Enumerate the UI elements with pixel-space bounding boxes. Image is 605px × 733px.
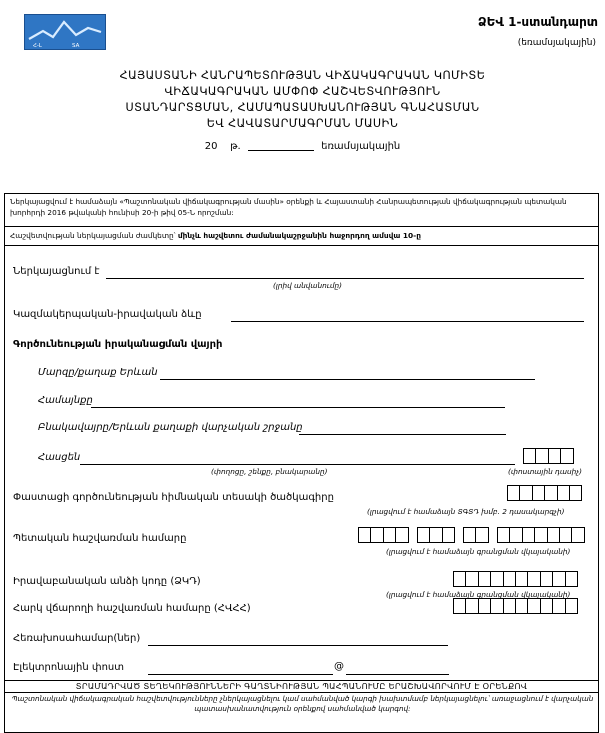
taxpayer-number-label: Հարկ վճարողի հաշվառման համարը (ՀՎՀՀ): [13, 603, 251, 614]
heading-line: ՎԻՃԱԿԱԳՐԱԿԱՆ ԱՄՓՈՓ ՀԱՇՎԵՏՎՈՒԹՅՈՒՆ: [164, 85, 441, 98]
submitted-by-hint: (լրիվ անվանումը): [273, 281, 343, 290]
region-label: Մարզը/քաղաք Երևան: [38, 367, 158, 378]
report-form: [4, 193, 599, 733]
registration-cells-group-1[interactable]: [358, 527, 408, 543]
address-hint: (փողոցը, շենքը, բնակարանը): [211, 467, 328, 476]
deadline-label: Հաշվետվության ներկայացման ժամկետը՝: [10, 231, 176, 240]
form-code-subtitle: (եռամսյակային): [517, 38, 596, 48]
email-domain-field[interactable]: [346, 674, 449, 675]
year-blank-field[interactable]: [248, 150, 314, 151]
registration-cells-group-2[interactable]: [417, 527, 454, 543]
heading-line: ԵՎ ՀԱՎԱՏԱՐՄԱԳՐՄԱՆ ՄԱՍԻՆ: [206, 117, 399, 130]
penalty-footnote: Պաշտոնական վիճակագրական հաշվետվությունները չներկայացնելու կամ սահմանված կարգի խախտմամբ ներկայացնելու՝ առաջացնում է վարչական պատասխանատվություն օրենքով սահմանված կարգով:: [11, 694, 594, 713]
phone-label: Հեռախոսահամար(ներ): [13, 633, 141, 644]
postal-code-hint: (փոստային դասիչ): [508, 467, 583, 476]
activity-code-label: Փաստացի գործունեության հիմնական տեսակի ծածկագիրը: [13, 492, 334, 503]
phone-field[interactable]: [148, 645, 448, 646]
region-field[interactable]: [160, 379, 535, 380]
settlement-label: Բնակավայրը/Երևան քաղաքի վարչական շրջանը: [38, 422, 303, 433]
legal-notice: Ներկայացվում է համաձայն «Պաշտոնական վիճակագրության մասին» օրենքի և Հայաստանի Հանրապետության վիճակագրության պետական խորհրդի 2016 թվականի հունիսի 20-ի թիվ 05-Ն որոշման:: [5, 194, 598, 227]
year-suffix: թ.: [230, 141, 241, 152]
legal-form-field[interactable]: [231, 321, 584, 322]
email-user-field[interactable]: [148, 674, 333, 675]
activity-code-hint: (լրացվում է համաձայն ՏԳՏԴ խմբ. 2 դասակարգչի): [367, 507, 565, 516]
form-code: ՁԵՎ 1-ստանդարտ: [477, 15, 598, 29]
legal-code-hint: (լրացվում է համաձայն գրանցման վկայականի): [386, 590, 571, 599]
registration-cells-group-3[interactable]: [463, 527, 488, 543]
address-field[interactable]: [80, 464, 515, 465]
legal-code-cells[interactable]: [453, 571, 577, 587]
legal-form-label: Կազմակերպական-իրավական ձևը: [13, 309, 202, 320]
legal-code-label: Իրավաբանական անձի կոդը (ՁԿԴ): [13, 576, 201, 587]
registration-cells-group-4[interactable]: [497, 527, 584, 543]
heading-line: ՀԱՅԱՍՏԱՆԻ ՀԱՆՐԱՊԵՏՈՒԹՅԱՆ ՎԻՃԱԿԱԳՐԱԿԱՆ ԿՈՄԻՏԵ: [119, 69, 486, 82]
logo-left-text: Հ-Լ: [33, 43, 42, 49]
activity-code-cells[interactable]: [507, 485, 581, 501]
email-at-sign: @: [334, 661, 344, 672]
submitted-by-label: Ներկայացնում է: [13, 266, 100, 277]
settlement-field[interactable]: [299, 434, 506, 435]
community-field[interactable]: [91, 407, 505, 408]
registration-number-label: Պետական հաշվառման համարը: [13, 533, 187, 544]
page-heading: [0, 68, 605, 132]
year-prefix: 20: [204, 141, 218, 152]
deadline-value: մինչև հաշվետու ժամանակաշրջանին հաջորդող ամսվա 10-ը: [177, 231, 421, 240]
email-label: Էլեկտրոնային փոստ: [13, 662, 125, 673]
location-section-title: Գործունեության իրականացման վայրի: [13, 339, 223, 350]
postal-code-cells[interactable]: [523, 448, 573, 464]
confidentiality-banner: ՏՐԱՄԱԴՐՎԱԾ ՏԵՂԵԿՈՒԹՅՈՒՆՆԵՐԻ ԳԱՂՏՆԻՈՒԹՅԱՆ ՊԱՀՊԱՆՈՒՄԸ ԵՐԱՇԽԱՎՈՐՎՈՒՄ Է ՕՐԵՆՔՈՎ: [5, 680, 598, 693]
community-label: Համայնքը: [38, 395, 93, 406]
reporting-year-line: [0, 141, 605, 152]
submission-deadline: [5, 227, 598, 246]
logo-right-text: SA: [72, 43, 80, 49]
submitted-by-field[interactable]: [106, 278, 584, 279]
reporting-period: եռամսյակային: [321, 141, 401, 152]
registration-hint: (լրացվում է համաձայն գրանցման վկայականի): [386, 547, 571, 556]
address-label: Հասցեն: [38, 452, 81, 463]
taxpayer-number-cells[interactable]: [453, 598, 577, 614]
heading-line: ՍՏԱՆԴԱՐՏՑՄԱՆ, ՀԱՄԱՊԱՏԱՍԽԱՆՈՒԹՅԱՆ ԳՆԱՀԱՏՄԱՆ: [125, 101, 480, 114]
statistics-committee-logo: [24, 14, 106, 50]
